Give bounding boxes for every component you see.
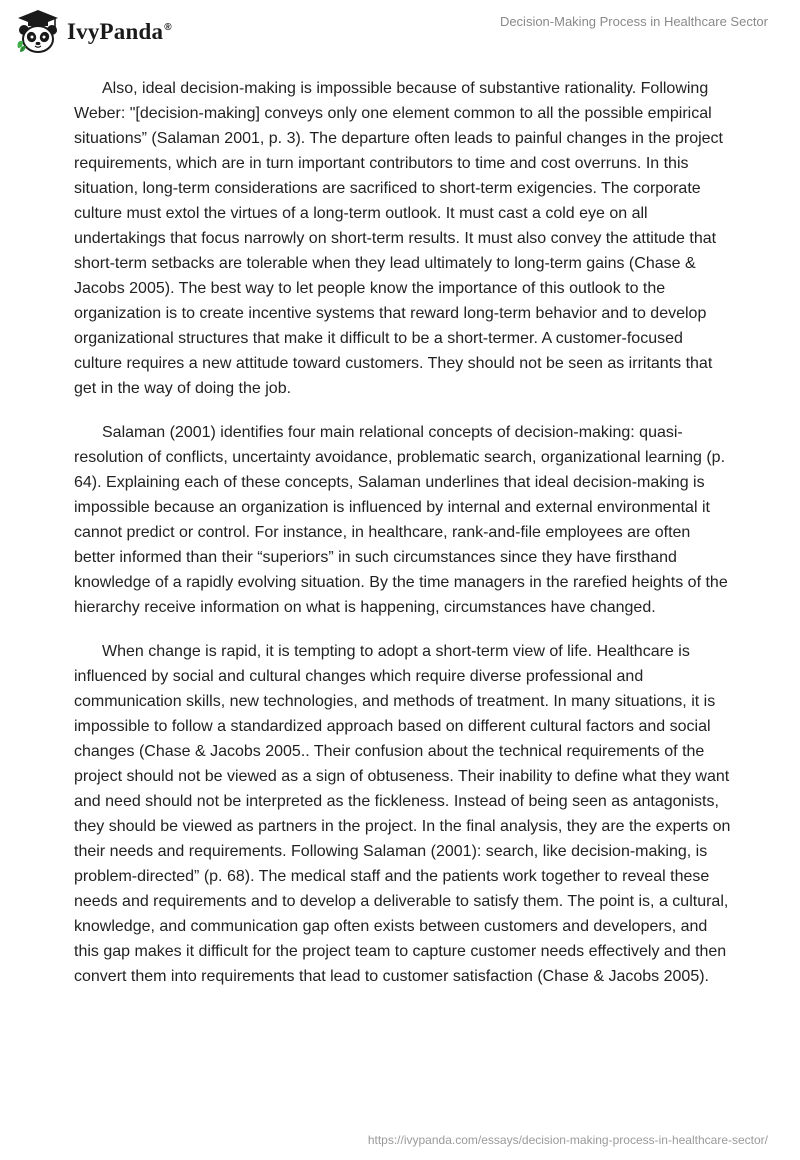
document-title: Decision-Making Process in Healthcare Sector xyxy=(499,14,768,29)
page-header xyxy=(0,0,800,60)
paragraph: When change is rapid, it is tempting to adopt a short-term view of life. Healthcare is influenced by social and cultural changes which require diverse professional and communication skills, new technologies, and methods of treatment. In many situations, it is impossible to follow a standardized approach based on different cultural factors and social changes (Chase & Jacobs 2005.. Their confusion about the technical requirements of the project should not be viewed as a sign of obtuseness. Their inability to define what they want and need should not be interpreted as the fickleness. Instead of being seen as antagonists, they should be viewed as partners in the project. In the final analysis, they are the experts on their needs and requirements. Following Salaman (2001): search, like decision-making, is problem-directed” (p. 68). The medical staff and the patients work together to reveal these needs and requirements and to develop a deliverable to satisfy them. The point is, a cultural, knowledge, and communication gap often exists between customers and developers, and this gap makes it difficult for the project team to capture customer needs effectively and then convert them into requirements that lead to customer satisfaction (Chase & Jacobs 2005). xyxy=(74,643,731,985)
logo-text: IvyPanda® xyxy=(67,19,172,44)
panda-graduate-icon xyxy=(14,8,62,56)
paragraph: Salaman (2001) identifies four main relational concepts of decision-making: quasi-resolution of conflicts, uncertainty avoidance, problematic search, organizational learning (p. 64). Explaining each of these concepts, Salaman underlines that ideal decision-making is impossible because an organization is influenced by internal and external environmental it cannot predict or control. For instance, in healthcare, rank-and-file employees are often better informed than their “superiors” in such circumstances since they have firsthand knowledge of a rapidly evolving situation. By the time managers in the rarefied heights of the hierarchy receive information on what is happening, circumstances have changed. xyxy=(74,424,728,616)
ivypanda-logo[interactable] xyxy=(14,8,172,56)
paragraph: Also, ideal decision-making is impossible because of substantive rationality. Following Weber: "[decision-making] conveys only one element common to all the possible empirical situations” (Salaman 2001, p. 3). The departure often leads to painful changes in the project requirements, which are in turn important contributors to time and cost overruns. In this situation, long-term considerations are sacrificed to short-term exigencies. The corporate culture must extol the virtues of a long-term outlook. It must cast a cold eye on all undertakings that focus narrowly on short-term results. It must also convey the attitude that short-term setbacks are tolerable when they lead ultimately to long-term gains (Chase & Jacobs 2005). The best way to let people know the importance of this outlook to the organization is to create incentive systems that reward long-term behavior and to develop organizational structures that make it difficult to be a short-termer. A customer-focused culture requires a new attitude toward customers. They should not be seen as irritants that get in the way of doing the job. xyxy=(74,80,723,397)
essay-body xyxy=(74,76,734,1008)
source-url[interactable]: https://ivypanda.com/essays/decision-making-process-in-healthcare-sector/ xyxy=(367,1133,768,1147)
registered-mark: ® xyxy=(164,22,172,34)
